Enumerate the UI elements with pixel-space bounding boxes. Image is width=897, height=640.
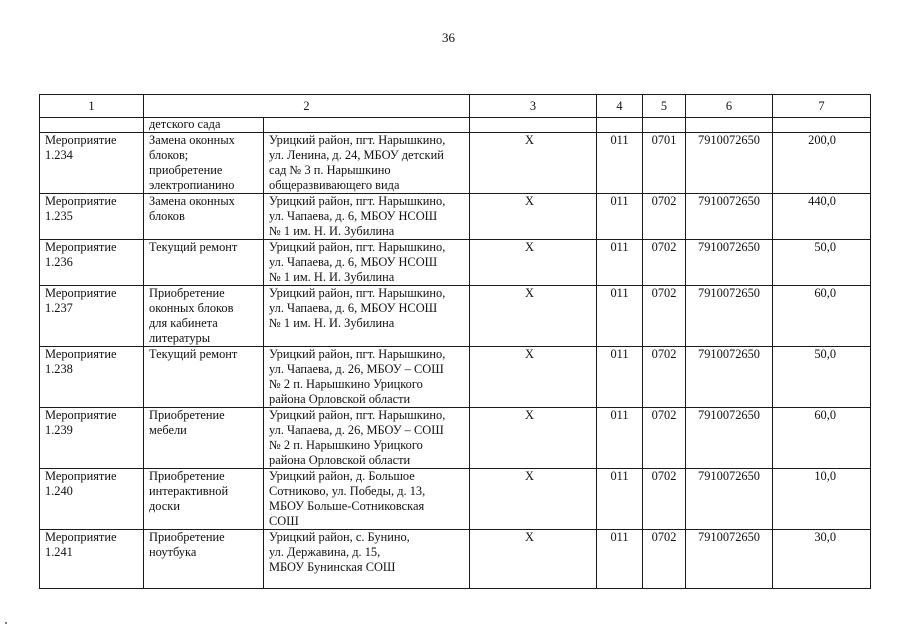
cs-cell: 7910072650	[686, 347, 773, 408]
address-cell: Урицкий район, пгт. Нарышкино, ул. Чапаева, д. 6, МБОУ НСОШ № 1 им. Н. И. Зубилина	[264, 286, 470, 347]
rz-cell: 0702	[643, 194, 686, 240]
gr-cell: 011	[597, 286, 643, 347]
budget-table	[39, 94, 871, 589]
continuation-gr-cell	[597, 118, 643, 133]
gr-cell: 011	[597, 530, 643, 589]
measure-cell: Мероприятие 1.240	[40, 469, 144, 530]
sum-cell: 30,0	[773, 530, 871, 589]
address-cell: Урицкий район, пгт. Нарышкино, ул. Ленина, д. 24, МБОУ детский сад № 3 п. Нарышкино общеразвивающего вида	[264, 133, 470, 194]
scan-speck	[5, 622, 7, 624]
sum-cell: 10,0	[773, 469, 871, 530]
sum-cell: 60,0	[773, 286, 871, 347]
measure-cell: Мероприятие 1.237	[40, 286, 144, 347]
cs-cell: 7910072650	[686, 286, 773, 347]
name-cell: Приобретение оконных блоков для кабинета литературы	[144, 286, 264, 347]
rz-cell: 0701	[643, 133, 686, 194]
header-cell-4: 4	[597, 95, 643, 118]
continuation-measure-cell	[40, 118, 144, 133]
address-cell: Урицкий район, д. Большое Сотниково, ул. Победы, д. 13, МБОУ Больше-Сотниковская СОШ	[264, 469, 470, 530]
measure-cell: Мероприятие 1.236	[40, 240, 144, 286]
mark-cell: X	[470, 194, 597, 240]
name-cell: Приобретение ноутбука	[144, 530, 264, 589]
name-cell: Приобретение мебели	[144, 408, 264, 469]
gr-cell: 011	[597, 240, 643, 286]
table-row	[40, 194, 871, 240]
table-row	[40, 469, 871, 530]
page-number: 36	[442, 30, 455, 45]
gr-cell: 011	[597, 408, 643, 469]
continuation-address-cell	[264, 118, 470, 133]
address-cell: Урицкий район, с. Бунино, ул. Державина, д. 15, МБОУ Бунинская СОШ	[264, 530, 470, 589]
mark-cell: X	[470, 240, 597, 286]
table-row	[40, 240, 871, 286]
header-cell-5: 5	[643, 95, 686, 118]
rz-cell: 0702	[643, 347, 686, 408]
continuation-cs-cell	[686, 118, 773, 133]
cs-cell: 7910072650	[686, 530, 773, 589]
rz-cell: 0702	[643, 408, 686, 469]
mark-cell: X	[470, 469, 597, 530]
header-cell-7: 7	[773, 95, 871, 118]
cs-cell: 7910072650	[686, 133, 773, 194]
gr-cell: 011	[597, 133, 643, 194]
table-row	[40, 408, 871, 469]
measure-cell: Мероприятие 1.238	[40, 347, 144, 408]
address-cell: Урицкий район, пгт. Нарышкино, ул. Чапаева, д. 26, МБОУ – СОШ № 2 п. Нарышкино Урицкого района Орловской области	[264, 347, 470, 408]
mark-cell: X	[470, 133, 597, 194]
measure-cell: Мероприятие 1.235	[40, 194, 144, 240]
rz-cell: 0702	[643, 469, 686, 530]
table-row	[40, 133, 871, 194]
table-header-row	[40, 95, 871, 118]
measure-cell: Мероприятие 1.239	[40, 408, 144, 469]
sum-cell: 440,0	[773, 194, 871, 240]
continuation-rz-cell	[643, 118, 686, 133]
name-cell: Текущий ремонт	[144, 347, 264, 408]
header-cell-2: 2	[144, 95, 470, 118]
continuation-row	[40, 118, 871, 133]
measure-cell: Мероприятие 1.241	[40, 530, 144, 589]
name-cell: Приобретение интерактивной доски	[144, 469, 264, 530]
continuation-mark-cell	[470, 118, 597, 133]
rz-cell: 0702	[643, 286, 686, 347]
rz-cell: 0702	[643, 240, 686, 286]
name-cell: Замена оконных блоков	[144, 194, 264, 240]
sum-cell: 50,0	[773, 347, 871, 408]
cs-cell: 7910072650	[686, 408, 773, 469]
sum-cell: 200,0	[773, 133, 871, 194]
cs-cell: 7910072650	[686, 240, 773, 286]
mark-cell: X	[470, 286, 597, 347]
mark-cell: X	[470, 530, 597, 589]
table-row	[40, 347, 871, 408]
name-cell: Замена оконных блоков; приобретение электропианино	[144, 133, 264, 194]
table-row	[40, 530, 871, 589]
continuation-name-cell: детского сада	[144, 118, 264, 133]
sum-cell: 60,0	[773, 408, 871, 469]
cs-cell: 7910072650	[686, 194, 773, 240]
mark-cell: X	[470, 408, 597, 469]
gr-cell: 011	[597, 469, 643, 530]
table-row	[40, 286, 871, 347]
rz-cell: 0702	[643, 530, 686, 589]
gr-cell: 011	[597, 347, 643, 408]
header-cell-6: 6	[686, 95, 773, 118]
measure-cell: Мероприятие 1.234	[40, 133, 144, 194]
continuation-sum-cell	[773, 118, 871, 133]
sum-cell: 50,0	[773, 240, 871, 286]
gr-cell: 011	[597, 194, 643, 240]
name-cell: Текущий ремонт	[144, 240, 264, 286]
address-cell: Урицкий район, пгт. Нарышкино, ул. Чапаева, д. 6, МБОУ НСОШ № 1 им. Н. И. Зубилина	[264, 240, 470, 286]
mark-cell: X	[470, 347, 597, 408]
header-cell-3: 3	[470, 95, 597, 118]
address-cell: Урицкий район, пгт. Нарышкино, ул. Чапаева, д. 26, МБОУ – СОШ № 2 п. Нарышкино Урицкого района Орловской области	[264, 408, 470, 469]
header-cell-1: 1	[40, 95, 144, 118]
cs-cell: 7910072650	[686, 469, 773, 530]
address-cell: Урицкий район, пгт. Нарышкино, ул. Чапаева, д. 6, МБОУ НСОШ № 1 им. Н. И. Зубилина	[264, 194, 470, 240]
